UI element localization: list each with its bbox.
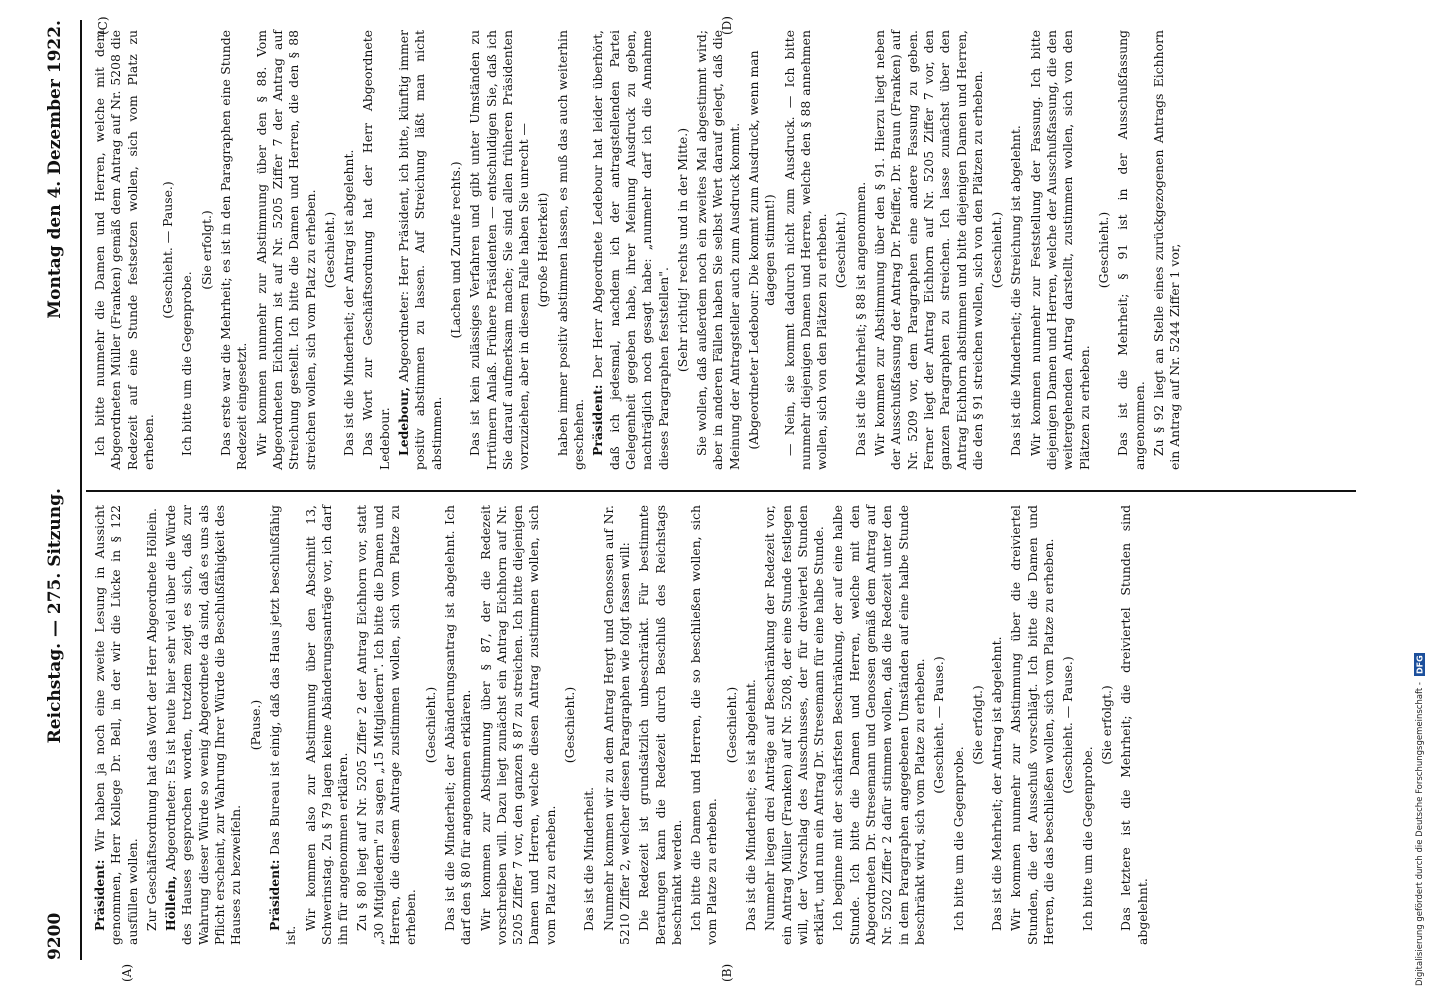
speaker-name: Höllein, [163,875,179,931]
speaker-name: Präsident: [266,859,282,931]
stage-direction: (Geschieht.) [723,686,739,764]
paragraph [555,30,588,470]
paragraph-text: Ich bitte um die Gegenprobe. [950,746,966,931]
paragraph [746,30,779,470]
paragraph [341,30,357,470]
paragraph-text: Das ist die Mehrheit; § 88 ist angenommen. [852,181,868,456]
paragraph [782,30,831,470]
paragraph [478,505,559,945]
paragraph-text: Das ist die Mehrheit; der Antrag ist abgelehnt. [989,636,1005,931]
paragraph [1008,30,1024,470]
paragraph-text: Abgeordneter: Herr Präsident, ich bitte, künftig immer positiv abstimmen zu lassen. Auf Streichung läßt man nicht abstimmen. [396,30,444,470]
stage-direction: (Sie erfolgt.) [198,210,214,290]
session-title: Reichstag. — 275. Sitzung. [45,488,65,744]
paragraph [218,30,251,470]
paragraph [1118,505,1151,945]
stage-direction: (Geschieht.) [1095,211,1111,289]
stage-direction: (Geschieht.) [321,211,337,289]
stage-direction: (Sie erfolgt.) [1098,685,1114,765]
paragraph-text: Wir haben ja noch eine zweite Lesung in Aussicht genommen, Herr Kollege Dr. Bell, in der wir die Lücke in § 122 ausfüllen wollen. [92,505,140,945]
paragraph [1099,505,1115,945]
paragraph [360,30,393,470]
paragraph-text: Nunmehr kommen wir zu dem Antrag Hergt und Genossen auf Nr. 5210 Ziffer 2, welcher diesen Paragraphen wie folgt fassen will: [600,505,632,945]
paragraph [448,30,464,470]
paragraph [254,30,319,470]
paragraph [163,505,244,945]
paragraph-text: Ich bitte um die Gegenprobe. [179,271,195,456]
paragraph-text: Wir kommen nunmehr zur Feststellung der Fassung. Ich bitte diejenigen Damen und Herren, welche der Ausschußfassung, die den weitergehenden Antrag darstellt, zustimmen wollen, sich von den Plätzen zu erheben. [1027,30,1092,470]
marker-a: (A) [120,963,134,982]
stage-direction: (Geschieht.) [989,211,1005,289]
paragraph-text: Ich bitte nunmehr die Damen und Herren, welche mit dem Abgeordneten Müller (Franken) gemäß dem Antrag auf Nr. 5208 die Redezeit auf eine Stunde festsetzen wollen, sich vom Platz zu erheben. [92,30,156,470]
paragraph-text: Das ist die Mehrheit; § 91 ist in der Ausschußfassung angenommen. [1115,30,1147,470]
credit-text: Digitalisierung gefördert durch die Deutsche Forschungsgemeinschaft - [1415,682,1425,986]
paragraph [562,505,578,945]
stage-direction: (Abgeordneter Ledebour: Die kommt zum Ausdruck, wenn man dagegen stimmt!) [745,50,778,450]
paragraph [989,505,1005,945]
paragraph-text: Ich bitte um die Gegenprobe. [1079,746,1095,931]
paragraph-text: — Nein, sie kommt dadurch nicht zum Ausdruck. — Ich bitte nunmehr diejenigen Damen und Herren, welche den § 88 annehmen wollen, sich von den Plätzen zu erheben. [781,30,830,470]
paragraph-text: Das Bureau ist einig, daß das Haus jetzt beschlußfähig ist. [266,505,299,945]
paragraph [303,505,352,945]
paragraph [694,30,743,470]
paragraph-text: Das Wort zur Geschäftsordnung hat der Herr Abgeordnete Ledebour. [360,30,392,470]
paragraph [688,505,721,945]
paragraph [872,30,986,470]
paragraph-text: Das letztere ist die Mehrheit; die dreiviertel Stunden sind abgelehnt. [1118,505,1150,945]
marker-b: (B) [720,963,734,982]
paragraph-text: Zu § 80 liegt auf Nr. 5205 Ziffer 2 der Antrag Eichhorn vor, statt „30 Mitgliedern" zu sagen „15 Mitgliedern". Ich bitte die Damen und Herren, die diesem Antrage zustimmen wollen, sich vom Platze zu erheben. [354,505,419,945]
paragraph [396,30,445,470]
paragraph [144,505,160,945]
paragraph-text: Sie wollen, daß außerdem noch ein zweites Mal abgestimmt wird; aber in anderen Fällen haben Sie selbst Wert darauf gelegt, daß die Meinung der Antragsteller auch zum Ausdruck kommt. [694,30,742,470]
paragraph-text: Das ist die Minderheit; es ist abgelehnt. [742,679,758,931]
stage-direction: (Geschieht.) [422,686,438,764]
stage-direction: (Sie erfolgt.) [969,685,985,765]
paragraph [724,505,740,945]
paragraph-text: Nunmehr liegen drei Anträge auf Beschränkung der Redezeit vor, ein Antrag Müller (Franken) auf Nr. 5208, der eine Stunde festlegen will, der Vorschlag des Ausschusses, der für dreiviertel Stunden erklärt, und nun ein Antrag Dr. Stresemann für eine halbe Stunde. [762,505,827,945]
paragraph [931,505,947,945]
speaker-name: Präsident: [92,859,107,931]
paragraph-text: Der Herr Abgeordnete Ledebour hat leider überhört, daß ich jedesmal, nachdem ich der antragstellenden Partei Gelegenheit gegeben habe, ihrer Meinung Ausdruck zu geben, nachträglich noch gesagt habe: „nunmehr darf ich die Annahme dieses Paragraphen feststellen". [590,30,671,470]
stage-direction: (Lachen und Zurufe rechts.) [447,161,463,339]
paragraph-text: Das ist die Minderheit. [581,786,597,931]
paragraph-text: Das ist die Minderheit; der Abänderungsantrag ist abgelehnt. Ich darf den § 80 für angenommen erklären. [441,505,474,945]
paragraph [1008,505,1057,945]
paragraph [743,505,759,945]
paragraph [1096,30,1112,470]
dfg-logo: DFG [1415,655,1425,675]
paragraph [248,505,264,945]
paragraph-text: haben immer positiv abstimmen lassen, es muß das auch weiterhin geschehen. [554,30,587,470]
paragraph [92,505,141,945]
paragraph [601,505,634,945]
stage-direction: (Geschieht.) [833,211,849,289]
marker-c: (C) [96,16,110,35]
left-column [92,505,1154,945]
stage-direction: (Geschieht. — Pause.) [1060,656,1076,794]
stage-direction: (Pause.) [247,699,263,751]
paragraph [535,30,551,470]
paragraph-text: Zu § 92 liegt an Stelle eines zurückgezogenen Antrags Eichhorn ein Antrag auf Nr. 5244 Ziffer 1 vor, [1150,30,1183,470]
speaker-name: Präsident: [590,384,606,456]
digitization-credit [1410,6,1430,986]
page-header [40,20,70,960]
session-date: Montag den 4. Dezember 1922. [45,20,65,319]
paragraph [322,30,338,470]
paragraph [354,505,419,945]
paragraph [199,30,215,470]
stage-direction: (Geschieht. — Pause.) [160,181,176,319]
paragraph [951,505,967,945]
paragraph [442,505,475,945]
paragraph-text: Ich beginne mit der schärfsten Beschränkung, der auf eine halbe Stunde. Ich bitte die Damen und Herren, welche mit den Abgeordneten Dr. Stresemann und Genossen gemäß dem Antrag auf Nr. 5202 Ziffer 2 dafür stimmen wollen, daß die Redezeit unter den in dem Paragraphen angegebenen Umständen auf eine halbe Stunde beschränkt wird, sich vom Platze zu erheben. [830,505,927,945]
paragraph-text: Das ist kein zulässiges Verfahren und gibt unter Umständen zu Irrtümern Anlaß. Frühere Präsidenten — entschuldigen Sie, daß ich Sie darauf aufmerksam mache; Sie sind allen früheren Präsidenten vorzuziehen, aber in diesem Falle haben Sie unrecht — [467,30,532,470]
stage-direction: (große Heiterkeit) [535,192,551,308]
paragraph-text: Wir kommen also zur Abstimmung über den Abschnitt 13, Schwerinstag. Zu § 79 lagen keine Abänderungsanträge vor, ich darf ihn für angenommen erklären. [302,505,351,945]
paragraph-text: Ich bitte die Damen und Herren, die so beschließen wollen, sich vom Platze zu erheben. [688,505,720,945]
paragraph [423,505,439,945]
paragraph [1060,505,1076,945]
stage-direction: (Sehr richtig! rechts und in der Mitte.) [674,127,690,373]
paragraph [675,30,691,470]
paragraph-text: Wir kommen nunmehr zur Abstimmung über die dreiviertel Stunden, die der Ausschuß vorschlägt. Ich bitte die Damen und Herren, die das beschließen wollen, sich vom Platze zu erheben. [1008,505,1057,945]
paragraph [1028,30,1093,470]
stage-direction: (Geschieht.) [562,686,578,764]
column-divider [86,490,1356,492]
paragraph [989,30,1005,470]
paragraph [581,505,597,945]
paragraph-text: Das ist die Minderheit; der Antrag ist abgelehnt. [341,149,357,456]
paragraph-text: Wir kommen nunmehr zur Abstimmung über den § 88. Vom Abgeordneten Eichhorn ist auf Nr. 5205 Ziffer 7 der Antrag auf Streichung gestellt. Ich bitte die Damen und Herren, die den § 88 streichen wollen, sich vom Platz zu erheben. [253,30,318,470]
paragraph-text: Zur Geschäftsordnung hat das Wort der Herr Abgeordnete Höllein. [143,508,159,931]
paragraph [1115,30,1148,470]
paragraph [830,505,928,945]
paragraph [1151,30,1184,470]
paragraph [833,30,849,470]
right-column [92,30,1186,470]
stage-direction: (Geschieht. — Pause.) [931,656,947,794]
paragraph-text: Abgeordneter: Es ist heute hier sehr viel über die Würde des Hauses gesprochen worden, trotzdem zeigt es sich, daß zur Wahrung dieser Würde so wenig Abgeordnete da sind, daß es uns als Pflicht erscheint, zur Wahrung Ihrer Würde die Beschlußfähigkeit des Hauses zu bezweifeln. [163,505,244,945]
paragraph [1080,505,1096,945]
paragraph [92,30,157,470]
page-number: 9200 [45,912,65,960]
paragraph-text: Wir kommen zur Abstimmung über § 87, der die Redezeit vorschreiben will. Dazu liegt zunächst ein Antrag Eichhorn auf Nr. 5205 Ziffer 7 vor, den ganzen § 87 zu streichen. Ich bitte diejenigen Damen und Herren, welche diesen Antrag zustimmen wollen, sich vom Platz zu erheben. [477,505,558,945]
paragraph [467,30,532,470]
paragraph [853,30,869,470]
paragraph-text: Das ist die Minderheit; die Streichung ist abgelehnt. [1008,125,1024,456]
paragraph [970,505,986,945]
paragraph-text: Die Redezeit ist grundsätzlich unbeschränkt. Für bestimmte Beratungen kann die Redezeit durch Beschluß des Reichstags beschränkt werden. [636,505,684,945]
header-rule [80,20,82,960]
speaker-name: Ledebour, [396,386,412,456]
paragraph [590,30,671,470]
paragraph-text: Wir kommen zur Abstimmung über den § 91. Hierzu liegt neben der Ausschußfassung der Antrag Dr. Pfeiffer, Dr. Braun (Franken) auf Nr. 5209 vor, dem Paragraphen eine andere Fassung zu geben. Ferner liegt der Antrag Eichhorn auf Nr. 5205 Ziffer 7 vor, den ganzen Paragraphen zu streichen. Ich lasse zunächst über den Antrag Eichhorn abstimmen und bitte diejenigen Damen und Herren, die den § 91 streichen wollen, sich von den Plätzen zu erheben. [872,30,985,470]
paragraph [267,505,300,945]
paragraph [636,505,685,945]
paragraph-text: Das erste war die Mehrheit; es ist in den Paragraphen eine Stunde Redezeit eingesetzt. [218,30,250,470]
paragraph [179,30,195,470]
paragraph [160,30,176,470]
paragraph [762,505,827,945]
marker-d: (D) [720,16,734,35]
